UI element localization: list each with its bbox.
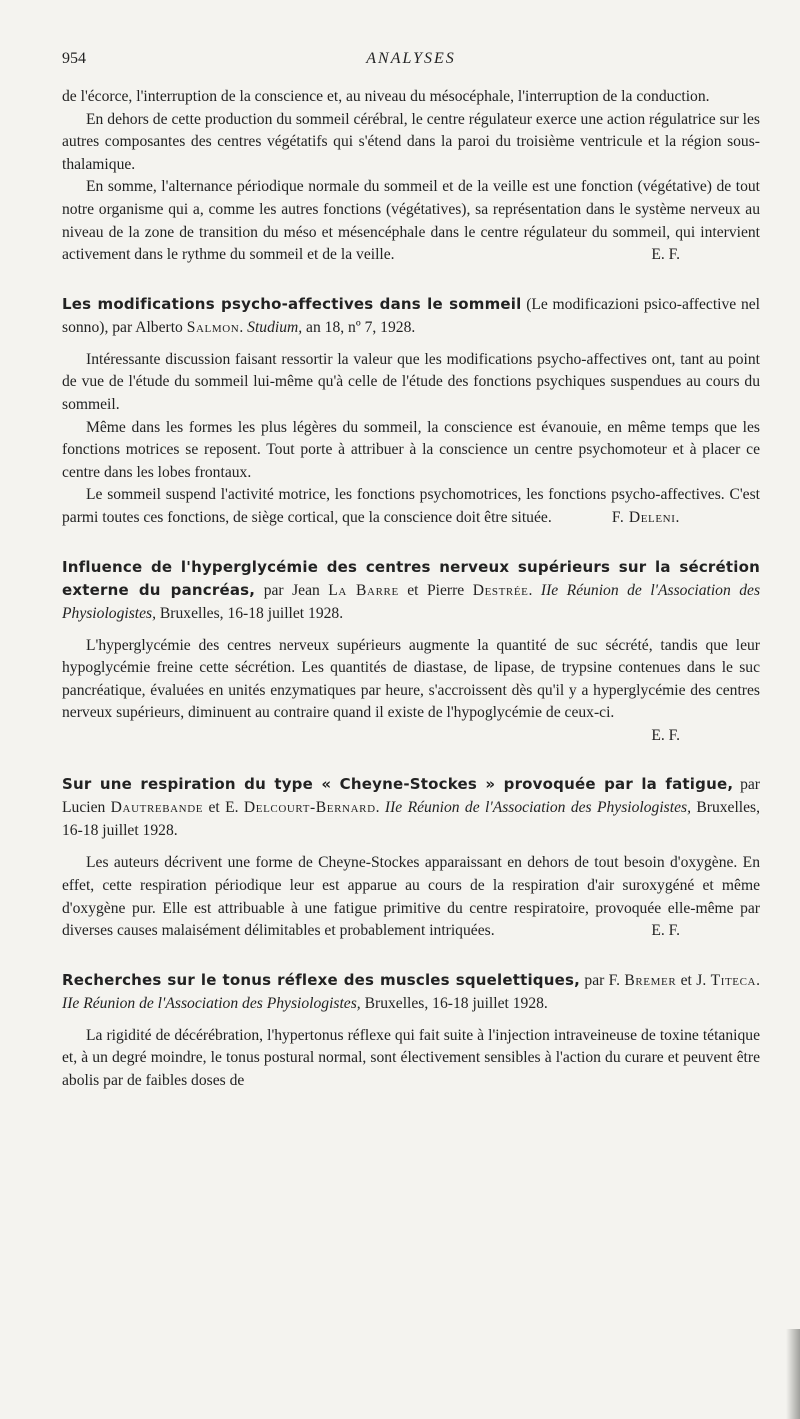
article-heading [62,556,760,625]
paragraph: de l'écorce, l'interruption de la conscience et, au niveau du mésocéphale, l'interruption de la conduction. [62,88,710,105]
article-body [62,852,760,942]
reference-details: Bruxelles, 16-18 juillet 1928. [156,604,344,622]
author-name: Salmon [186,318,240,336]
article-body [62,349,760,530]
article-title: Influence de l'hyperglycémie des centres nerveux supérieurs sur la sécrétion externe du pancréas, [62,557,760,599]
author-name: Bremer [624,971,677,989]
reference-text: par Jean [255,581,329,599]
journal-name: IIe Réunion de l'Association des Physiologistes, [62,581,761,622]
running-head [62,50,760,74]
running-title: ANALYSES [366,50,456,67]
page-number: 954 [62,50,86,67]
reference-details: an 18, nº 7, 1928. [302,318,416,336]
paragraph: Intéressante discussion faisant ressortir la valeur que les modifications psycho-affectives ont, tant au point de vue de l'étude du sommeil lui-même qu'à celle de l'étude des fonctions psychiques suspendues au cours du sommeil. [62,350,760,413]
paragraph: L'hyperglycémie des centres nerveux supérieurs augmente la quantité de suc sécrété, tandis que leur hypoglycémie freine cette sécrétion. Les quantités de diastase, de lipase, de trypsine contenues dans le suc pancréatique, évaluées en unités enzymatiques par heure, s'accroissent dès qu'il y a hyperglycémie des centres nerveux supérieurs, diminuent au contraire quand il existe de l'hypoglycémie de ceux-ci. [62,636,760,722]
paragraph: La rigidité de décérébration, l'hypertonus réflexe qui fait suite à l'injection intraveineuse de toxine tétanique et, à un degré moindre, le tonus postural normal, sont électivement sensibles à l'action du curare et peuvent être abolis par de faibles doses de [62,1026,760,1090]
journal-name: IIe Réunion de l'Association des Physiologistes, [62,994,361,1012]
article-title: Sur une respiration du type « Cheyne-Stockes » provoquée par la fatigue, [62,775,734,794]
article-tonus-reflexe [62,969,760,1093]
article-heading [62,969,760,1015]
signature: E. F. [651,922,680,940]
reference-text: par F. [580,971,625,989]
article-body [62,635,760,748]
continuation-section [62,86,760,267]
author-name: Delcourt-Bernard [243,799,376,817]
author-name: La Barre [328,581,399,599]
paragraph [62,852,760,942]
article-hyperglycemie-pancreas [62,556,760,748]
signature: F. Deleni. [611,508,680,526]
reference-details: Bruxelles, 16-18 juillet 1928. [360,994,548,1012]
author-name: Titeca [710,971,757,989]
reference-text: (Le modificazioni psico-affective nel sonno), par Alberto [62,295,760,336]
signature: E. F. [651,246,680,264]
paragraph: Même dans les formes les plus légères du sommeil, la conscience est évanouie, en même temps que les fonctions motrices se reposent. Tout porte à attribuer à la conscience un centre psychomoteur et à placer ce centre dans les lobes frontaux. [62,418,760,481]
reference-text: et J. [676,971,711,989]
journal-name: Studium, [247,318,303,336]
article-title: Les modifications psycho-affectives dans le sommeil [62,294,522,313]
reference-text: par Lucien [62,776,760,817]
reference-separator: . [375,799,385,817]
reference-separator: . [756,971,760,989]
reference-text: et E. [203,799,244,817]
signature: E. F. [651,726,680,744]
author-name: Destrée [472,581,529,599]
paragraph [62,484,760,529]
paragraph [62,176,760,266]
article-heading [62,293,760,339]
journal-name: IIe Réunion de l'Association des Physiologistes, [384,799,691,817]
author-name: Dautrebande [110,799,204,817]
reference-separator: . [528,581,541,599]
article-heading [62,773,760,842]
article-modifications-psycho-affectives [62,293,760,530]
reference-text: et Pierre [398,581,473,599]
article-title: Recherches sur le tonus réflexe des muscles squelettiques, [62,970,581,989]
paragraph-text: Les auteurs décrivent une forme de Cheyne-Stockes apparaissant en dehors de tout besoin d'oxygène. En effet, cette respiration périodique leur est apparue au cours de la respiration d'air suroxygéné et même d'oxygène pur. Elle est attribuable à une fatigue primitive du centre respiratoire, provoquée elle-même par diverses causes malaisément délimitables et probablement intriquées. [62,854,760,940]
paragraph-text: Le sommeil suspend l'activité motrice, les fonctions psychomotrices, les fonctions psycho-affectives. C'est parmi toutes ces fonctions, de siège cortical, que la conscience doit être située. [62,486,760,526]
article-cheyne-stockes [62,773,760,942]
reference-details: Bruxelles, 16-18 juillet 1928. [62,799,761,840]
paragraph-text: En somme, l'alternance périodique normale du sommeil et de la veille est une fonction (végétative) de tout notre organisme qui a, comme les autres fonctions (végétatives), sa représentation dans le système nerveux au niveau de la zone de transition du méso et mésencéphale dans le centre régulateur du sommeil, qui intervient activement dans le rythme du sommeil et de la veille. [62,178,760,264]
reference-separator: . [239,318,248,336]
article-body [62,1025,760,1093]
paragraph: En dehors de cette production du sommeil cérébral, le centre régulateur exerce une action régulatrice sur les autres composantes des centres végétatifs qui s'étend dans la paroi du troisième ventricule et la région sous-thalamique. [62,110,760,173]
